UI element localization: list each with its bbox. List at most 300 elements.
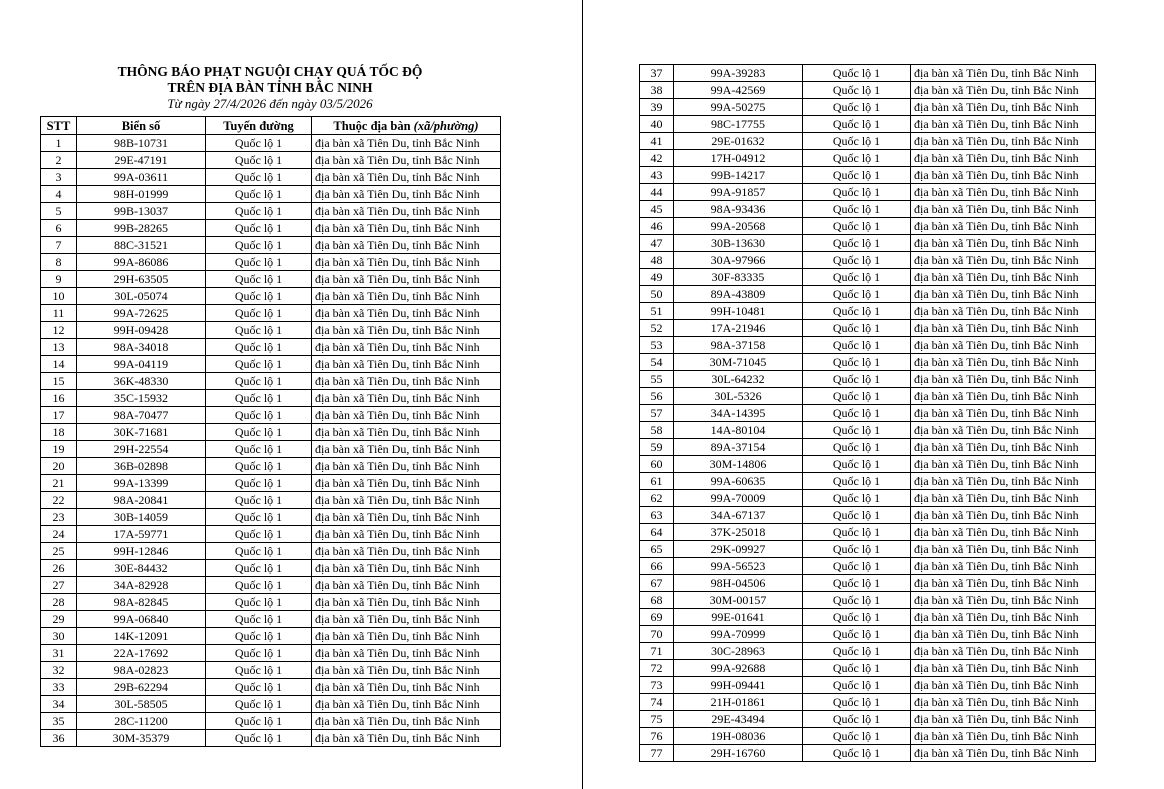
cell-stt: 9 (41, 271, 77, 288)
cell-stt: 6 (41, 220, 77, 237)
cell-road: Quốc lộ 1 (206, 186, 312, 203)
cell-plate: 99B-28265 (77, 220, 206, 237)
cell-area: địa bàn xã Tiên Du, tỉnh Bắc Ninh (312, 628, 501, 645)
cell-road: Quốc lộ 1 (803, 388, 911, 405)
cell-plate: 99A-50275 (674, 99, 803, 116)
table-row (41, 645, 501, 662)
table-row (41, 696, 501, 713)
table-row (640, 320, 1096, 337)
cell-plate: 98A-93436 (674, 201, 803, 218)
cell-stt: 19 (41, 441, 77, 458)
cell-road: Quốc lộ 1 (206, 373, 312, 390)
cell-area: địa bàn xã Tiên Du, tỉnh Bắc Ninh (312, 220, 501, 237)
cell-area: địa bàn xã Tiên Du, tỉnh Bắc Ninh (911, 524, 1096, 541)
table-row (41, 577, 501, 594)
table-row (640, 388, 1096, 405)
cell-area: địa bàn xã Tiên Du, tỉnh Bắc Ninh (312, 271, 501, 288)
cell-plate: 99A-13399 (77, 475, 206, 492)
cell-plate: 89A-37154 (674, 439, 803, 456)
document-title-line1: THÔNG BÁO PHẠT NGUỘI CHẠY QUÁ TỐC ĐỘ (117, 64, 423, 79)
header-stt: STT (41, 117, 77, 135)
cell-plate: 34A-67137 (674, 507, 803, 524)
table-row (640, 592, 1096, 609)
cell-road: Quốc lộ 1 (206, 356, 312, 373)
cell-area: địa bàn xã Tiên Du, tỉnh Bắc Ninh (911, 490, 1096, 507)
cell-plate: 30M-35379 (77, 730, 206, 747)
table-row (640, 728, 1096, 745)
cell-road: Quốc lộ 1 (803, 660, 911, 677)
cell-stt: 62 (640, 490, 674, 507)
cell-plate: 29H-16760 (674, 745, 803, 762)
header-road: Tuyến đường (206, 117, 312, 135)
table-row (640, 643, 1096, 660)
cell-area: địa bàn xã Tiên Du, tỉnh Bắc Ninh (911, 388, 1096, 405)
cell-road: Quốc lộ 1 (206, 271, 312, 288)
cell-stt: 52 (640, 320, 674, 337)
cell-road: Quốc lộ 1 (803, 575, 911, 592)
table-row (41, 543, 501, 560)
cell-area: địa bàn xã Tiên Du, tỉnh Bắc Ninh (312, 237, 501, 254)
table-row (640, 558, 1096, 575)
cell-plate: 99H-12846 (77, 543, 206, 560)
cell-plate: 29H-63505 (77, 271, 206, 288)
cell-road: Quốc lộ 1 (206, 152, 312, 169)
cell-stt: 72 (640, 660, 674, 677)
cell-plate: 98A-02823 (77, 662, 206, 679)
cell-stt: 53 (640, 337, 674, 354)
table-row (41, 356, 501, 373)
cell-area: địa bàn xã Tiên Du, tỉnh Bắc Ninh (911, 337, 1096, 354)
cell-area: địa bàn xã Tiên Du, tỉnh Bắc Ninh (911, 660, 1096, 677)
cell-area: địa bàn xã Tiên Du, tỉnh Bắc Ninh (911, 252, 1096, 269)
cell-area: địa bàn xã Tiên Du, tỉnh Bắc Ninh (312, 526, 501, 543)
cell-plate: 98A-20841 (77, 492, 206, 509)
table-row (41, 135, 501, 152)
cell-plate: 29E-47191 (77, 152, 206, 169)
cell-plate: 30A-97966 (674, 252, 803, 269)
cell-road: Quốc lộ 1 (206, 390, 312, 407)
cell-area: địa bàn xã Tiên Du, tỉnh Bắc Ninh (312, 441, 501, 458)
table-row (640, 286, 1096, 303)
table-row (41, 594, 501, 611)
cell-plate: 14A-80104 (674, 422, 803, 439)
table-row (41, 390, 501, 407)
cell-stt: 76 (640, 728, 674, 745)
cell-road: Quốc lộ 1 (206, 475, 312, 492)
cell-stt: 4 (41, 186, 77, 203)
cell-stt: 42 (640, 150, 674, 167)
cell-plate: 98B-10731 (77, 135, 206, 152)
table-row (640, 99, 1096, 116)
cell-plate: 98H-04506 (674, 575, 803, 592)
table-row (640, 201, 1096, 218)
cell-road: Quốc lộ 1 (803, 184, 911, 201)
cell-stt: 5 (41, 203, 77, 220)
cell-plate: 99A-03611 (77, 169, 206, 186)
cell-area: địa bàn xã Tiên Du, tỉnh Bắc Ninh (312, 169, 501, 186)
cell-road: Quốc lộ 1 (803, 303, 911, 320)
cell-plate: 99B-14217 (674, 167, 803, 184)
cell-road: Quốc lộ 1 (803, 65, 911, 82)
cell-stt: 65 (640, 541, 674, 558)
cell-stt: 14 (41, 356, 77, 373)
table-row (41, 560, 501, 577)
cell-plate: 99A-39283 (674, 65, 803, 82)
cell-area: địa bàn xã Tiên Du, tỉnh Bắc Ninh (911, 320, 1096, 337)
cell-stt: 29 (41, 611, 77, 628)
cell-plate: 99A-91857 (674, 184, 803, 201)
cell-road: Quốc lộ 1 (803, 626, 911, 643)
cell-road: Quốc lộ 1 (803, 286, 911, 303)
cell-plate: 99A-20568 (674, 218, 803, 235)
cell-area: địa bàn xã Tiên Du, tỉnh Bắc Ninh (911, 439, 1096, 456)
cell-road: Quốc lộ 1 (206, 526, 312, 543)
table-row (640, 218, 1096, 235)
cell-area: địa bàn xã Tiên Du, tỉnh Bắc Ninh (911, 473, 1096, 490)
cell-area: địa bàn xã Tiên Du, tỉnh Bắc Ninh (312, 492, 501, 509)
cell-plate: 99A-04119 (77, 356, 206, 373)
cell-plate: 99E-01641 (674, 609, 803, 626)
table-row (41, 662, 501, 679)
table-row (41, 679, 501, 696)
cell-area: địa bàn xã Tiên Du, tỉnh Bắc Ninh (911, 218, 1096, 235)
cell-road: Quốc lộ 1 (803, 269, 911, 286)
cell-area: địa bàn xã Tiên Du, tỉnh Bắc Ninh (911, 728, 1096, 745)
page-divider (582, 0, 583, 789)
cell-plate: 89A-43809 (674, 286, 803, 303)
cell-plate: 99A-70999 (674, 626, 803, 643)
cell-area: địa bàn xã Tiên Du, tỉnh Bắc Ninh (312, 186, 501, 203)
table-row (640, 456, 1096, 473)
cell-plate: 14K-12091 (77, 628, 206, 645)
cell-stt: 27 (41, 577, 77, 594)
cell-road: Quốc lộ 1 (206, 594, 312, 611)
cell-road: Quốc lộ 1 (803, 643, 911, 660)
table-row (41, 305, 501, 322)
table-row (41, 220, 501, 237)
table-row (41, 237, 501, 254)
cell-plate: 17H-04912 (674, 150, 803, 167)
date-range: Từ ngày 27/4/2026 đến ngày 03/5/2026 (167, 96, 373, 111)
cell-area: địa bàn xã Tiên Du, tỉnh Bắc Ninh (312, 373, 501, 390)
cell-road: Quốc lộ 1 (803, 405, 911, 422)
cell-stt: 12 (41, 322, 77, 339)
cell-plate: 99A-60635 (674, 473, 803, 490)
cell-stt: 34 (41, 696, 77, 713)
cell-plate: 99H-09428 (77, 322, 206, 339)
cell-plate: 98A-82845 (77, 594, 206, 611)
cell-plate: 99A-72625 (77, 305, 206, 322)
table-row (640, 694, 1096, 711)
cell-stt: 44 (640, 184, 674, 201)
cell-area: địa bàn xã Tiên Du, tỉnh Bắc Ninh (312, 679, 501, 696)
cell-stt: 37 (640, 65, 674, 82)
cell-road: Quốc lộ 1 (206, 628, 312, 645)
cell-area: địa bàn xã Tiên Du, tỉnh Bắc Ninh (911, 422, 1096, 439)
cell-area: địa bàn xã Tiên Du, tỉnh Bắc Ninh (312, 611, 501, 628)
table-row (640, 541, 1096, 558)
cell-stt: 77 (640, 745, 674, 762)
table-row (640, 575, 1096, 592)
cell-area: địa bàn xã Tiên Du, tỉnh Bắc Ninh (312, 203, 501, 220)
cell-road: Quốc lộ 1 (803, 252, 911, 269)
table-row (640, 422, 1096, 439)
cell-plate: 30L-5326 (674, 388, 803, 405)
table-row (640, 116, 1096, 133)
cell-road: Quốc lộ 1 (803, 524, 911, 541)
cell-stt: 49 (640, 269, 674, 286)
cell-plate: 99A-42569 (674, 82, 803, 99)
cell-area: địa bàn xã Tiên Du, tỉnh Bắc Ninh (911, 184, 1096, 201)
cell-road: Quốc lộ 1 (803, 507, 911, 524)
cell-plate: 98H-01999 (77, 186, 206, 203)
cell-road: Quốc lộ 1 (803, 745, 911, 762)
table-row (640, 371, 1096, 388)
cell-plate: 29E-01632 (674, 133, 803, 150)
cell-plate: 30B-13630 (674, 235, 803, 252)
cell-road: Quốc lộ 1 (803, 99, 911, 116)
cell-area: địa bàn xã Tiên Du, tỉnh Bắc Ninh (911, 303, 1096, 320)
cell-plate: 99H-09441 (674, 677, 803, 694)
cell-area: địa bàn xã Tiên Du, tỉnh Bắc Ninh (911, 82, 1096, 99)
table-row (640, 507, 1096, 524)
cell-plate: 30L-05074 (77, 288, 206, 305)
cell-area: địa bàn xã Tiên Du, tỉnh Bắc Ninh (911, 65, 1096, 82)
cell-area: địa bàn xã Tiên Du, tỉnh Bắc Ninh (911, 150, 1096, 167)
cell-stt: 57 (640, 405, 674, 422)
cell-plate: 36B-02898 (77, 458, 206, 475)
cell-area: địa bàn xã Tiên Du, tỉnh Bắc Ninh (911, 694, 1096, 711)
cell-road: Quốc lộ 1 (803, 558, 911, 575)
cell-area: địa bàn xã Tiên Du, tỉnh Bắc Ninh (911, 507, 1096, 524)
cell-stt: 51 (640, 303, 674, 320)
violations-table-right (639, 64, 1096, 762)
cell-area: địa bàn xã Tiên Du, tỉnh Bắc Ninh (312, 713, 501, 730)
table-row (640, 677, 1096, 694)
cell-stt: 3 (41, 169, 77, 186)
cell-plate: 99A-86086 (77, 254, 206, 271)
cell-area: địa bàn xã Tiên Du, tỉnh Bắc Ninh (911, 592, 1096, 609)
cell-plate: 99A-56523 (674, 558, 803, 575)
table-row (640, 303, 1096, 320)
cell-stt: 15 (41, 373, 77, 390)
cell-plate: 30K-71681 (77, 424, 206, 441)
cell-area: địa bàn xã Tiên Du, tỉnh Bắc Ninh (312, 730, 501, 747)
cell-stt: 58 (640, 422, 674, 439)
cell-area: địa bàn xã Tiên Du, tỉnh Bắc Ninh (312, 390, 501, 407)
cell-plate: 30F-83335 (674, 269, 803, 286)
cell-road: Quốc lộ 1 (803, 320, 911, 337)
cell-stt: 26 (41, 560, 77, 577)
cell-plate: 99A-70009 (674, 490, 803, 507)
cell-road: Quốc lộ 1 (206, 492, 312, 509)
cell-road: Quốc lộ 1 (803, 473, 911, 490)
violations-table-left (40, 116, 501, 747)
cell-plate: 99A-92688 (674, 660, 803, 677)
cell-plate: 30B-14059 (77, 509, 206, 526)
table-row (41, 407, 501, 424)
table-row (41, 373, 501, 390)
cell-stt: 50 (640, 286, 674, 303)
cell-road: Quốc lộ 1 (206, 679, 312, 696)
cell-road: Quốc lộ 1 (803, 337, 911, 354)
cell-area: địa bàn xã Tiên Du, tỉnh Bắc Ninh (312, 543, 501, 560)
cell-plate: 30M-14806 (674, 456, 803, 473)
cell-road: Quốc lộ 1 (206, 645, 312, 662)
table-row (640, 354, 1096, 371)
cell-area: địa bàn xã Tiên Du, tỉnh Bắc Ninh (911, 609, 1096, 626)
table-row (640, 82, 1096, 99)
cell-plate: 17A-21946 (674, 320, 803, 337)
table-row (640, 473, 1096, 490)
table-row (41, 271, 501, 288)
table-row (640, 150, 1096, 167)
cell-stt: 36 (41, 730, 77, 747)
table-row (41, 509, 501, 526)
cell-plate: 30L-58505 (77, 696, 206, 713)
cell-road: Quốc lộ 1 (206, 407, 312, 424)
cell-area: địa bàn xã Tiên Du, tỉnh Bắc Ninh (312, 135, 501, 152)
cell-area: địa bàn xã Tiên Du, tỉnh Bắc Ninh (312, 662, 501, 679)
table-row (640, 439, 1096, 456)
cell-area: địa bàn xã Tiên Du, tỉnh Bắc Ninh (312, 152, 501, 169)
cell-stt: 64 (640, 524, 674, 541)
cell-stt: 30 (41, 628, 77, 645)
cell-road: Quốc lộ 1 (803, 82, 911, 99)
table-row (41, 186, 501, 203)
cell-area: địa bàn xã Tiên Du, tỉnh Bắc Ninh (312, 339, 501, 356)
cell-road: Quốc lộ 1 (206, 288, 312, 305)
cell-road: Quốc lộ 1 (206, 458, 312, 475)
cell-area: địa bàn xã Tiên Du, tỉnh Bắc Ninh (911, 354, 1096, 371)
cell-stt: 56 (640, 388, 674, 405)
table-row (640, 133, 1096, 150)
cell-area: địa bàn xã Tiên Du, tỉnh Bắc Ninh (911, 677, 1096, 694)
cell-plate: 34A-82928 (77, 577, 206, 594)
cell-road: Quốc lộ 1 (803, 456, 911, 473)
cell-road: Quốc lộ 1 (206, 611, 312, 628)
cell-stt: 32 (41, 662, 77, 679)
cell-road: Quốc lộ 1 (206, 322, 312, 339)
cell-plate: 98A-34018 (77, 339, 206, 356)
cell-road: Quốc lộ 1 (803, 439, 911, 456)
cell-area: địa bàn xã Tiên Du, tỉnh Bắc Ninh (911, 558, 1096, 575)
cell-stt: 73 (640, 677, 674, 694)
cell-area: địa bàn xã Tiên Du, tỉnh Bắc Ninh (911, 541, 1096, 558)
cell-area: địa bàn xã Tiên Du, tỉnh Bắc Ninh (312, 594, 501, 611)
cell-plate: 29E-43494 (674, 711, 803, 728)
cell-area: địa bàn xã Tiên Du, tỉnh Bắc Ninh (911, 201, 1096, 218)
cell-area: địa bàn xã Tiên Du, tỉnh Bắc Ninh (911, 745, 1096, 762)
cell-area: địa bàn xã Tiên Du, tỉnh Bắc Ninh (911, 711, 1096, 728)
cell-area: địa bàn xã Tiên Du, tỉnh Bắc Ninh (911, 456, 1096, 473)
document-page-right (639, 64, 1095, 762)
cell-road: Quốc lộ 1 (206, 441, 312, 458)
cell-stt: 48 (640, 252, 674, 269)
table-row (41, 713, 501, 730)
cell-stt: 68 (640, 592, 674, 609)
cell-road: Quốc lộ 1 (803, 541, 911, 558)
cell-road: Quốc lộ 1 (803, 116, 911, 133)
cell-stt: 2 (41, 152, 77, 169)
cell-road: Quốc lộ 1 (803, 133, 911, 150)
cell-road: Quốc lộ 1 (206, 135, 312, 152)
cell-plate: 17A-59771 (77, 526, 206, 543)
cell-road: Quốc lộ 1 (206, 560, 312, 577)
cell-area: địa bàn xã Tiên Du, tỉnh Bắc Ninh (312, 305, 501, 322)
cell-stt: 33 (41, 679, 77, 696)
table-row (640, 337, 1096, 354)
cell-stt: 24 (41, 526, 77, 543)
cell-stt: 38 (640, 82, 674, 99)
cell-road: Quốc lộ 1 (206, 713, 312, 730)
cell-stt: 17 (41, 407, 77, 424)
cell-road: Quốc lộ 1 (803, 728, 911, 745)
table-row (640, 269, 1096, 286)
cell-stt: 46 (640, 218, 674, 235)
document-page-left (40, 64, 500, 747)
cell-stt: 69 (640, 609, 674, 626)
cell-stt: 21 (41, 475, 77, 492)
cell-area: địa bàn xã Tiên Du, tỉnh Bắc Ninh (911, 99, 1096, 116)
cell-stt: 8 (41, 254, 77, 271)
cell-stt: 40 (640, 116, 674, 133)
cell-area: địa bàn xã Tiên Du, tỉnh Bắc Ninh (911, 626, 1096, 643)
cell-stt: 66 (640, 558, 674, 575)
table-row (640, 660, 1096, 677)
cell-stt: 43 (640, 167, 674, 184)
cell-road: Quốc lộ 1 (803, 235, 911, 252)
cell-area: địa bàn xã Tiên Du, tỉnh Bắc Ninh (911, 269, 1096, 286)
table-row (640, 235, 1096, 252)
cell-stt: 61 (640, 473, 674, 490)
cell-area: địa bàn xã Tiên Du, tỉnh Bắc Ninh (911, 235, 1096, 252)
cell-area: địa bàn xã Tiên Du, tỉnh Bắc Ninh (911, 405, 1096, 422)
cell-stt: 54 (640, 354, 674, 371)
table-row (41, 492, 501, 509)
table-row (41, 441, 501, 458)
cell-plate: 88C-31521 (77, 237, 206, 254)
cell-plate: 30L-64232 (674, 371, 803, 388)
cell-road: Quốc lộ 1 (206, 730, 312, 747)
cell-road: Quốc lộ 1 (803, 711, 911, 728)
table-row (640, 524, 1096, 541)
header-area-label: Thuộc địa bàn (333, 118, 414, 133)
cell-area: địa bàn xã Tiên Du, tỉnh Bắc Ninh (312, 322, 501, 339)
header-plate: Biển số (77, 117, 206, 135)
table-row (41, 254, 501, 271)
table-row (41, 458, 501, 475)
table-row (41, 611, 501, 628)
header-area (312, 117, 501, 135)
table-row (640, 405, 1096, 422)
table-row (640, 711, 1096, 728)
cell-area: địa bàn xã Tiên Du, tỉnh Bắc Ninh (911, 116, 1096, 133)
cell-stt: 25 (41, 543, 77, 560)
cell-area: địa bàn xã Tiên Du, tỉnh Bắc Ninh (312, 254, 501, 271)
cell-stt: 59 (640, 439, 674, 456)
cell-area: địa bàn xã Tiên Du, tỉnh Bắc Ninh (312, 458, 501, 475)
cell-plate: 37K-25018 (674, 524, 803, 541)
cell-plate: 30M-00157 (674, 592, 803, 609)
cell-area: địa bàn xã Tiên Du, tỉnh Bắc Ninh (312, 356, 501, 373)
cell-area: địa bàn xã Tiên Du, tỉnh Bắc Ninh (312, 577, 501, 594)
cell-plate: 30C-28963 (674, 643, 803, 660)
cell-stt: 47 (640, 235, 674, 252)
table-row (41, 475, 501, 492)
cell-area: địa bàn xã Tiên Du, tỉnh Bắc Ninh (312, 645, 501, 662)
cell-area: địa bàn xã Tiên Du, tỉnh Bắc Ninh (312, 424, 501, 441)
